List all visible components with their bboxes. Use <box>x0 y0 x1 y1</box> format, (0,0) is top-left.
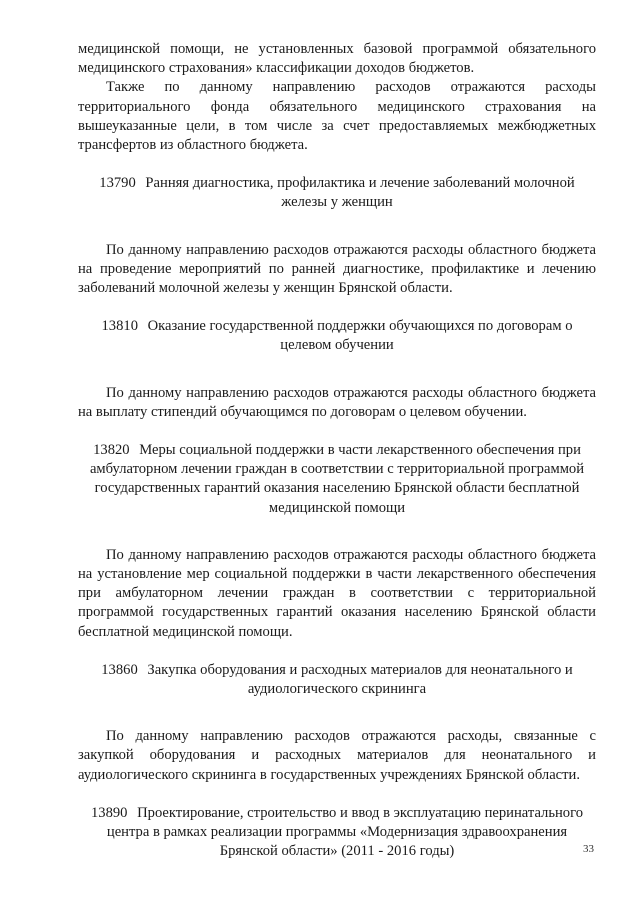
section-code: 13860 <box>101 661 138 678</box>
paragraph-13860: По данному направлению расходов отражаются расходы, связанные с закупкой оборудования и расходных материалов для неонатального и аудиологического скрининга в государственных учреждениях Брянской области. <box>78 728 596 783</box>
paragraph-13790: По данному направлению расходов отражаются расходы областного бюджета на проведение мероприятий по ранней диагностике, профилактике и лечению заболеваний молочной железы у женщин Брянской области. <box>78 241 596 297</box>
section-title: Меры социальной поддержки в части лекарственного обеспечения при амбулаторном лечении граждан в соответствии с территориальной программой государственных гарантий оказания населению Брянской области бесплатной медицинской помощи <box>89 442 585 516</box>
document-page <box>78 40 596 862</box>
paragraph-tfoms-expenses: Также по данному направлению расходов отражаются расходы территориального фонда обязательного медицинского страхования на вышеуказанные цели, в том числе за счет предоставляемых межбюджетных трансфертов из областного бюджета. <box>78 79 596 154</box>
paragraph-13820: По данному направлению расходов отражаются расходы областного бюджета на установление мер социальной поддержки в части лекарственного обеспечения при амбулаторном лечении граждан в соответствии с территориальной программой государственных гарантий оказания населению Брянской области бесплатной медицинской помощи. <box>78 546 596 640</box>
section-heading-13790 <box>78 174 596 212</box>
section-code: 13820 <box>93 442 130 459</box>
section-heading-13810 <box>78 317 596 355</box>
section-heading-13890 <box>78 804 596 862</box>
section-code: 13890 <box>90 804 128 821</box>
section-heading-13860 <box>78 661 596 699</box>
section-title: Ранняя диагностика, профилактика и лечение заболеваний молочной железы у женщин <box>145 175 575 211</box>
section-title: Оказание государственной поддержки обучающихся по договорам о целевом обучении <box>147 318 573 354</box>
section-code: 13790 <box>99 175 136 192</box>
paragraph-continuation: медицинской помощи, не установленных базовой программой обязательного медицинского страхования» классификации доходов бюджетов. <box>78 41 596 77</box>
section-title: Проектирование, строительство и ввод в эксплуатацию перинатального центра в рамках реализации программы «Модернизация здравоохранения Брянской области» (2011 - 2016 годы) <box>106 804 584 860</box>
section-heading-13820 <box>78 441 596 518</box>
section-title: Закупка оборудования и расходных материалов для неонатального и аудиологического скрининга <box>147 661 573 698</box>
paragraph-13810: По данному направлению расходов отражаются расходы областного бюджета на выплату стипендий обучающимся по договорам о целевом обучении. <box>78 384 596 420</box>
page-number: 33 <box>583 843 594 855</box>
section-code: 13810 <box>101 318 138 335</box>
